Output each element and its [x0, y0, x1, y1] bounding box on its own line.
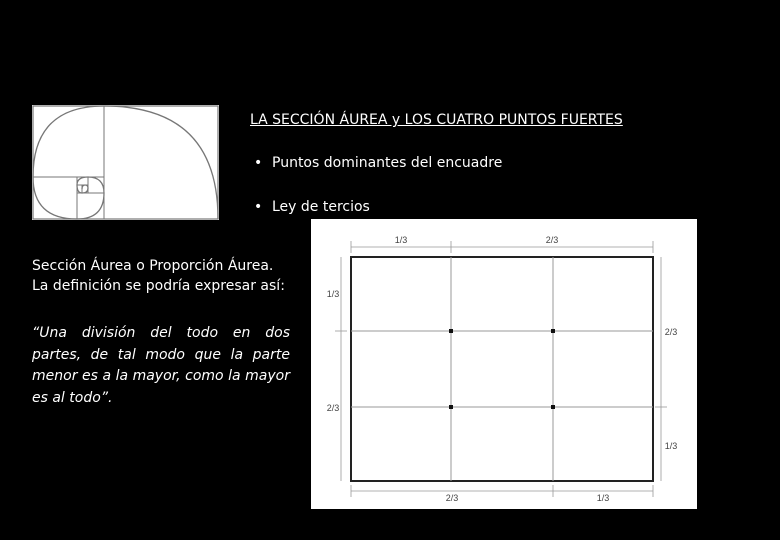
label-top-right: 2/3	[545, 235, 559, 245]
label-left-top: 1/3	[326, 289, 340, 299]
bullet-item-1	[254, 155, 502, 171]
strong-point	[551, 405, 555, 409]
bullet-item-2	[254, 199, 370, 215]
strong-point	[551, 329, 555, 333]
strong-point	[449, 329, 453, 333]
bullet-text-2: Ley de tercios	[272, 199, 370, 215]
bullet-text-1: Puntos dominantes del encuadre	[272, 155, 503, 171]
rule-of-thirds-diagram	[311, 219, 697, 509]
definition-text	[32, 256, 290, 296]
definition-line-2: La definición se podría expresar así:	[32, 278, 285, 294]
golden-ratio-quote: “Una división del todo en dos partes, de tal modo que la parte menor es a la mayor, como la mayor es al todo”.	[32, 325, 290, 406]
label-bottom-right: 1/3	[596, 493, 610, 503]
label-left-bottom: 2/3	[326, 403, 340, 413]
rule-of-thirds-svg	[311, 219, 697, 509]
golden-spiral-figure	[32, 105, 219, 220]
bullet-dot: •	[254, 155, 263, 171]
definition-line-1: Sección Áurea o Proporción Áurea.	[32, 258, 274, 274]
label-bottom-left: 2/3	[445, 493, 459, 503]
slide-title: LA SECCIÓN ÁUREA y LOS CUATRO PUNTOS FUERTES	[250, 112, 623, 128]
label-right-top: 2/3	[664, 327, 678, 337]
golden-spiral-svg	[32, 105, 219, 220]
label-top-left: 1/3	[394, 235, 408, 245]
bullet-dot: •	[254, 199, 263, 215]
label-right-bottom: 1/3	[664, 441, 678, 451]
strong-point	[449, 405, 453, 409]
